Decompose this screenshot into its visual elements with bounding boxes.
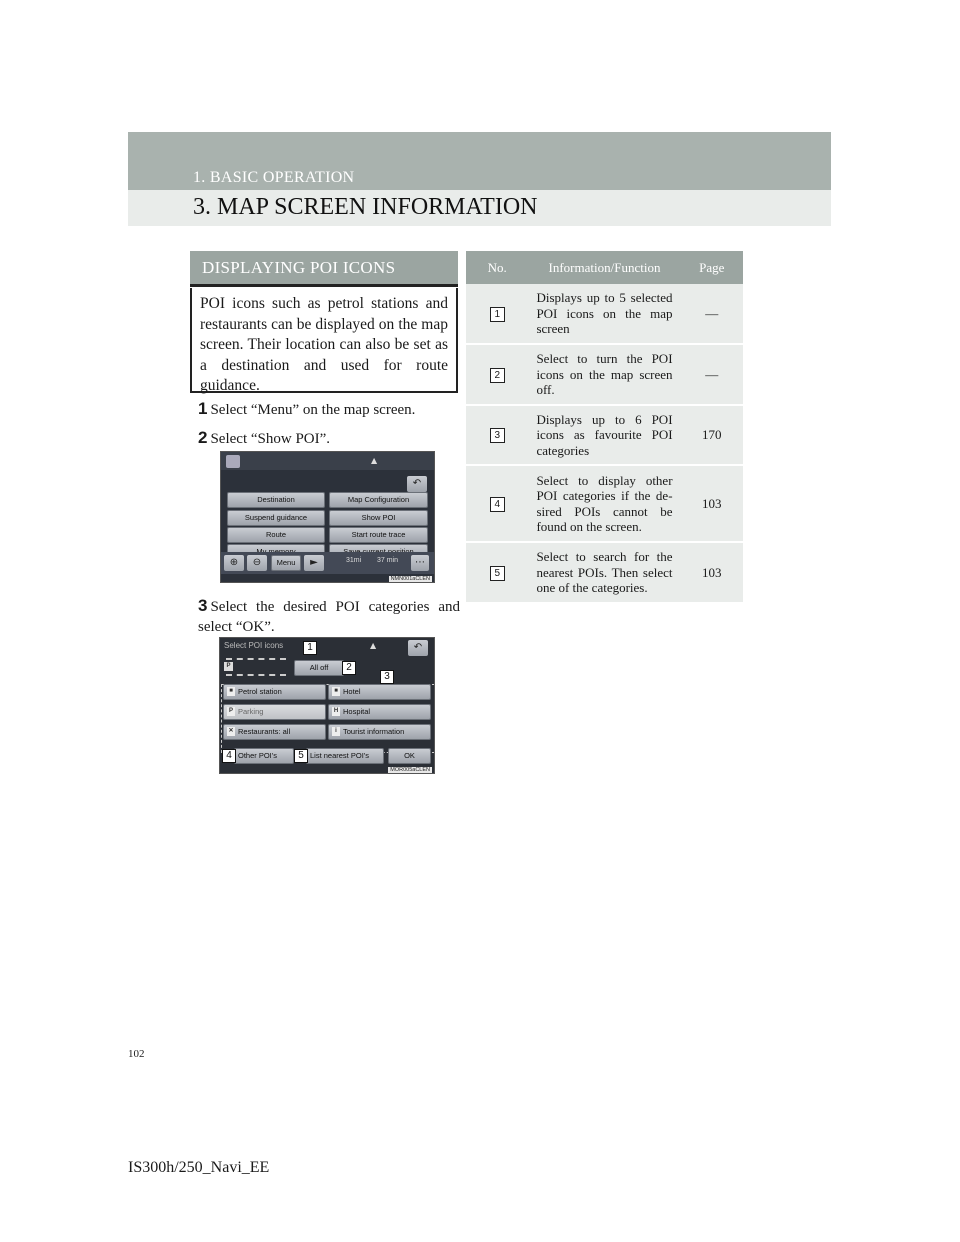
intro-text: POI icons such as petrol stations and restaurants can be displayed on the map screen. Their location can also be set as a destination and used for route guidance. [190, 288, 458, 393]
map-bottom-bar [221, 552, 434, 574]
favourite-slot-row [226, 658, 286, 660]
callout-3: 3 [380, 670, 394, 684]
row-number: 4 [490, 497, 505, 512]
time-readout: 37 min [377, 557, 399, 564]
start-route-trace-button[interactable]: Start route trace [329, 527, 428, 543]
image-code: NMN001aCLEN [390, 576, 430, 582]
row-page: 103 [681, 465, 743, 542]
screen-title: Select POI icons [224, 641, 284, 650]
zoom-out-icon[interactable]: ⊖ [247, 555, 267, 571]
menu-screenshot [220, 451, 435, 583]
compass-icon[interactable] [226, 455, 240, 468]
step-3 [198, 596, 460, 637]
info-icon: i [332, 727, 340, 736]
more-icon[interactable]: ⋯ [411, 555, 429, 571]
menu-button[interactable]: Menu [271, 555, 301, 571]
zoom-in-icon[interactable]: ⊕ [224, 555, 244, 571]
row-page: — [681, 344, 743, 405]
restaurants-button[interactable]: ✕ Restaurants: all [223, 724, 326, 740]
row-page: 170 [681, 405, 743, 466]
row-number: 2 [490, 368, 505, 383]
destination-button[interactable]: Destination [227, 492, 325, 508]
hospital-icon: H [333, 708, 339, 714]
row-number: 5 [490, 566, 505, 581]
step-1 [198, 399, 415, 420]
row-info: Select to search for the nearest POIs. Then select one of the categories. [528, 542, 680, 603]
callout-5: 5 [294, 749, 308, 763]
callout-4: 4 [222, 749, 236, 763]
step-text: Select the desired POI categories and select “OK”. [198, 599, 460, 635]
other-pois-button[interactable]: Other POI's [234, 748, 294, 764]
signal-icon: ▲ [371, 456, 378, 465]
ok-button[interactable]: OK [388, 748, 431, 764]
row-info: Select to display other POI categories if the de-sired POIs cannot be found on the screen. [528, 465, 680, 542]
chapter-title: 1. BASIC OPERATION [193, 169, 355, 186]
petrol-station-button[interactable]: ■ Petrol station [223, 684, 326, 700]
back-icon[interactable]: ↶ [408, 640, 428, 656]
distance-readout: 31mi [346, 557, 362, 564]
step-number: 3 [198, 596, 208, 615]
step-text: Select “Show POI”. [210, 431, 331, 447]
parking-icon: P [228, 708, 233, 714]
voice-icon[interactable]: ► [304, 555, 324, 571]
all-off-button[interactable]: All off [294, 660, 344, 676]
parking-button[interactable]: P Parking [223, 704, 326, 720]
hospital-button[interactable]: H Hospital [328, 704, 431, 720]
table-row [466, 284, 743, 344]
parking-icon: P [224, 662, 233, 671]
row-page: 103 [681, 542, 743, 603]
select-poi-screenshot [219, 637, 435, 774]
restaurant-icon: ✕ [228, 728, 234, 734]
step-number: 2 [198, 428, 208, 447]
page-number: 102 [128, 1048, 145, 1060]
fuel-icon: ■ [227, 687, 235, 696]
row-info: Displays up to 5 selected POI icons on the map screen [528, 284, 680, 344]
table-header-row [466, 251, 743, 284]
status-bar [221, 452, 434, 470]
back-icon[interactable]: ↶ [407, 476, 427, 492]
section-title: 3. MAP SCREEN INFORMATION [193, 194, 538, 220]
table-row [466, 542, 743, 603]
callout-1: 1 [303, 641, 317, 655]
row-page: — [681, 284, 743, 344]
function-table [466, 251, 743, 604]
suspend-guidance-button[interactable]: Suspend guidance [227, 510, 325, 526]
footer-model: IS300h/250_Navi_EE [128, 1159, 270, 1176]
tourist-information-button[interactable]: i Tourist information [328, 724, 431, 740]
row-number: 3 [490, 428, 505, 443]
hotel-button[interactable]: ■ Hotel [328, 684, 431, 700]
header-info: Information/Function [528, 251, 680, 284]
header-page: Page [681, 251, 743, 284]
step-text: Select “Menu” on the map screen. [210, 402, 416, 418]
hotel-icon: ■ [332, 687, 340, 696]
favourite-slot-row [226, 674, 286, 676]
image-code: MOR005aCLEN [390, 767, 430, 773]
row-number: 1 [490, 307, 505, 322]
callout-2: 2 [342, 661, 356, 675]
show-poi-button[interactable]: Show POI [329, 510, 428, 526]
step-number: 1 [198, 399, 208, 418]
header-no: No. [466, 251, 528, 284]
route-button[interactable]: Route [227, 527, 325, 543]
table-row [466, 465, 743, 542]
step-2 [198, 428, 330, 449]
row-info: Displays up to 6 POI icons as favourite POI categories [528, 405, 680, 466]
table-row [466, 405, 743, 466]
box-title: DISPLAYING POI ICONS [190, 251, 458, 284]
map-configuration-button[interactable]: Map Configuration [329, 492, 428, 508]
box-rule [190, 284, 458, 287]
signal-icon: ▲ [370, 641, 377, 650]
row-info: Select to turn the POI icons on the map screen off. [528, 344, 680, 405]
list-nearest-pois-button[interactable]: List nearest POI's [306, 748, 384, 764]
table-row [466, 344, 743, 405]
